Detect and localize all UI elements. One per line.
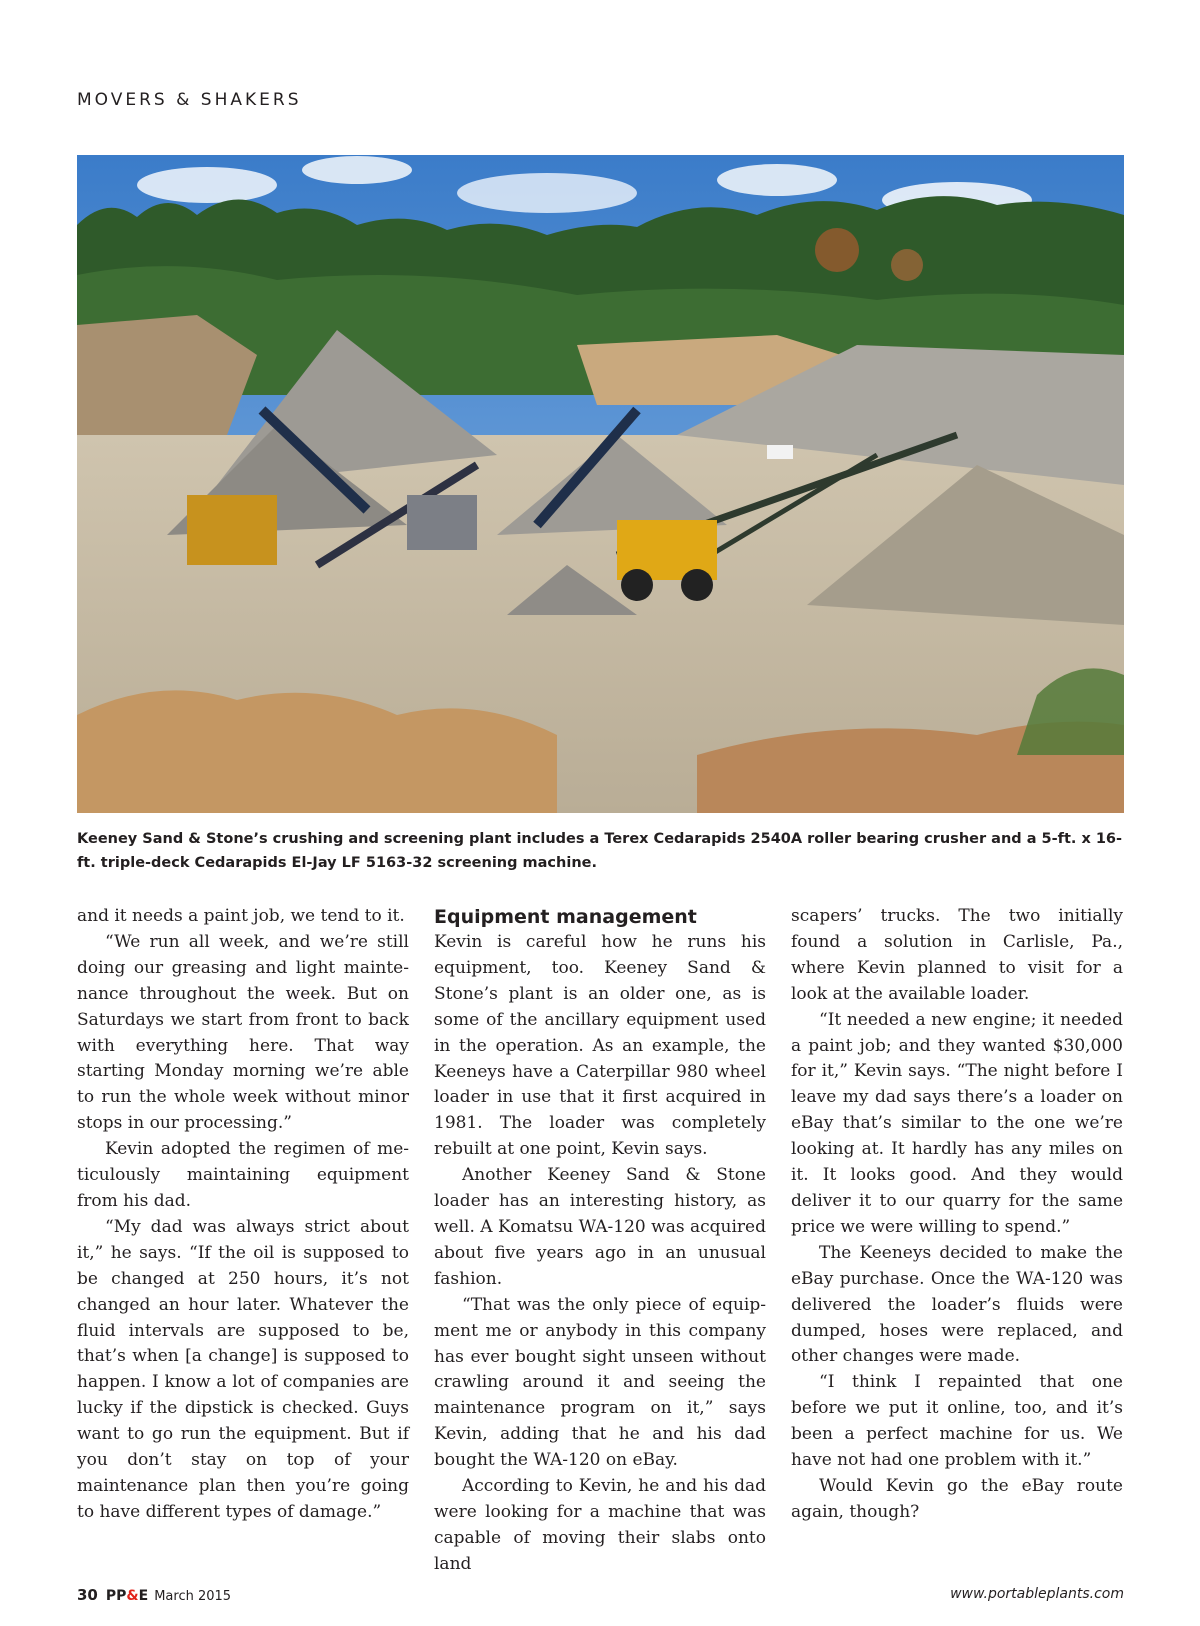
publication-e: E [138, 1588, 149, 1604]
folio [77, 1586, 231, 1604]
paragraph: and it needs a paint job, we tend to it. [77, 906, 405, 926]
paragraph: According to Kevin, he and his dad were looking for a machine that was capable of moving their slabs onto land [434, 1476, 766, 1574]
paragraph: Kevin is careful how he runs his equipment, too. Keeney Sand & Stone’s plant is an older one, as is some of the ancillary equipment used in the operation. As an example, the Keeneys have a Caterpillar 980 wheel loader in use that it first acquired in 1981. The loader was completely rebuilt at one point, Kevin says. [434, 932, 766, 1160]
paragraph: “It needed a new engine; it needed a paint job; and they wanted $30,000 for it,” Kevin says. “The night before I leave my dad says there’s a loader on eBay that’s similar to the one we’re looking at. It hardly has any miles on it. It looks good. And they would deliver it to our quarry for the same price we were willing to spend.” [791, 1009, 1123, 1237]
photo-caption: Keeney Sand & Stone’s crushing and screening plant includes a Terex Cedarapids 2540A roller bearing crusher and a 5-ft. x 16-ft. triple-deck Cedarapids El-Jay LF 5163-32 screening machine. [77, 831, 1123, 871]
publication-pp: PP [105, 1588, 127, 1604]
page-footer [77, 1586, 1124, 1610]
paragraph: “My dad was always strict about it,” he says. “If the oil is supposed to be changed at 250 hours, it’s not changed an hour later. Whatever the fluid intervals are supposed to be, that’s when [a change] is supposed to happen. I know a lot of companies are lucky if the dipstick is checked. Guys want to go run the equipment. But if you don’t stay on top of your maintenance plan then you’re going to have different types of damage.” [77, 1216, 409, 1522]
issue-date: March 2015 [154, 1589, 232, 1604]
quarry-photo [77, 155, 1124, 813]
paragraph: The Keeneys decided to make the eBay purchase. Once the WA-120 was delivered the loader’s fluids were dumped, hoses were replaced, and other changes were made. [791, 1242, 1123, 1367]
publication-name [106, 1588, 148, 1604]
website-url[interactable]: www.portableplants.com [950, 1586, 1124, 1602]
paragraph: Kevin adopted the regimen of meticulously maintaining equipment from his dad. [77, 1139, 409, 1211]
paragraph: “That was the only piece of equipment me or anybody in this company has ever bought sight unseen without crawling around it and seeing the maintenance program on it,” says Kevin, adding that he and his dad bought the WA-120 on eBay. [434, 1294, 766, 1471]
paragraph: Another Keeney Sand & Stone loader has an interesting history, as well. A Komatsu WA-120 was acquired about five years ago in an unusual fashion. [434, 1165, 766, 1289]
column-3 [791, 904, 1123, 1526]
column-1 [77, 904, 409, 1526]
paragraph: Would Kevin go the eBay route again, though? [791, 1475, 1123, 1522]
publication-amp: & [126, 1588, 139, 1604]
page-number: 30 [77, 1586, 98, 1604]
subheading-equipment-management: Equipment management [434, 906, 697, 928]
paragraph: “I think I repainted that one before we put it online, too, and it’s been a perfect machine for us. We have not had one problem with it.” [791, 1372, 1123, 1471]
section-header: MOVERS & SHAKERS [77, 90, 302, 110]
column-2 [434, 904, 766, 1578]
paragraph: “We run all week, and we’re still doing our greasing and light maintenance throughout the week. But on Saturdays we start from front to back with everything here. That way starting Monday morning we’re able to run the whole week without minor stops in our processing.” [77, 931, 409, 1134]
paragraph: scapers’ trucks. The two initially found a solution in Carlisle, Pa., where Kevin planned to visit for a look at the available loader. [791, 906, 1123, 1004]
